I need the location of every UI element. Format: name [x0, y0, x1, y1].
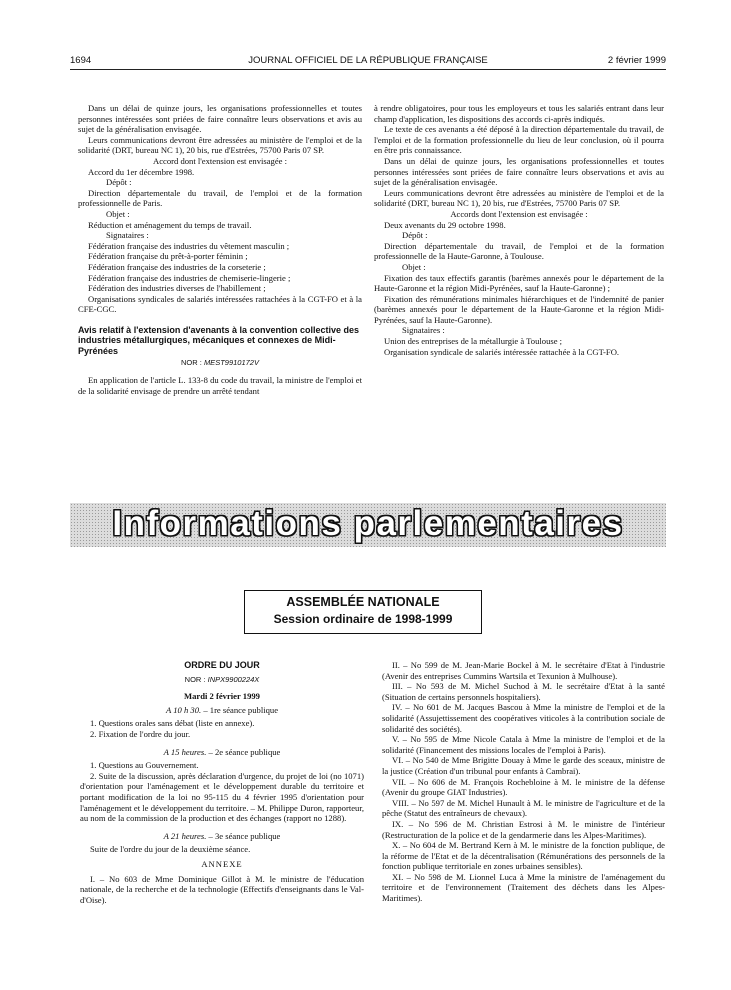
assembly-box — [244, 590, 482, 634]
paragraph: Leurs communications devront être adressées au ministère de l'emploi et de la solidarité (DRT, bureau NC 1), 20 bis, rue d'Estrées, 75700 Paris 07 SP. — [374, 187, 664, 209]
agenda-item: 1. Questions au Gouvernement. — [90, 760, 199, 771]
question-item: XI. – No 598 de M. Lionnel Luca à Mme la ministre de l'aménagement du territoire et de l'environnement (Traitement des déchets dans les Alpes-Maritimes). — [382, 871, 665, 904]
annexe-heading: ANNEXE — [201, 858, 243, 869]
nor-prefix: NOR : — [181, 358, 202, 368]
question-item: VII. – No 606 de M. François Rochebloine à M. le ministre de la défense (Avenir du groupe GIAT Industries). — [382, 776, 665, 798]
objet-label: Objet : — [402, 261, 426, 272]
agenda-item: 2. Fixation de l'ordre du jour. — [90, 728, 191, 739]
question-item: IV. – No 601 de M. Jacques Bascou à Mme la ministre de l'emploi et de la solidarité (Assujettissement des coopératives viticoles à la contribution sociale de solidarité des sociétés). — [382, 702, 665, 734]
session-time: A 10 h 30. — [165, 704, 202, 715]
objet-item: Fixation des rémunérations minimales hiérarchiques et de l'indemnité de panier (barèmes annexés pour le département de la Haute-Garonne et la région Midi-Pyrénées, sauf la Haute-Garonne). — [374, 293, 664, 325]
nor-code: INPX9900224X — [207, 674, 260, 684]
top-left-column — [78, 103, 362, 396]
page-number: 1694 — [70, 55, 92, 66]
question-item: II. – No 599 de M. Jean-Marie Bockel à M. le secrétaire d'Etat à l'industrie (Avenir des entreprises Cummins Wartsila et Texunion à Mulhouse). — [382, 660, 665, 681]
question-item: III. – No 593 de M. Michel Suchod à M. le secrétaire d'Etat à la santé (Situation de certains personnels hospitaliers). — [382, 681, 665, 702]
running-header — [70, 55, 666, 69]
accord-label: Accord dont l'extension est envisagée : — [153, 155, 287, 166]
question-item: V. – No 595 de Mme Nicole Catala à Mme la ministre de l'emploi et de la solidarité (Financement des missions locales de l'emploi à Paris). — [382, 734, 665, 755]
agenda-date: Mardi 2 février 1999 — [184, 691, 260, 702]
session-title: Session ordinaire de 1998-1999 — [273, 612, 453, 626]
depot-value: Direction départementale du travail, de l'emploi et de la formation professionnelle de la Haute-Garonne, à Toulouse. — [374, 240, 664, 262]
issue-date: 2 février 1999 — [607, 55, 666, 66]
signataire-item: Organisation syndicale de salariés intéressée rattachée à la CGT-FO. — [384, 346, 620, 357]
bottom-right-column — [382, 660, 665, 904]
journal-title: JOURNAL OFFICIEL DE LA RÉPUBLIQUE FRANÇAISE — [248, 55, 488, 66]
paragraph: Dans un délai de quinze jours, les organisations professionnelles et toutes personnes intéressées sont priées de faire connaître leurs observations et avis au sujet de la généralisation envisagée. — [374, 155, 664, 188]
paragraph: Le texte de ces avenants a été déposé à la direction départementale du travail, de l'emploi et de la formation professionnelle du lieu de leur conclusion, où il pourra en être pris connaissance. — [374, 124, 664, 156]
question-item: IX. – No 596 de M. Christian Estrosi à M. le ministre de l'intérieur (Restructuration de la police et de la gendarmerie dans les Alpes-Maritimes). — [382, 818, 665, 840]
signataire-item: Fédération française du prêt-à-porter féminin ; — [88, 251, 248, 262]
session-label: – 3e séance publique — [206, 830, 281, 841]
objet-item: Fixation des taux effectifs garantis (barèmes annexés pour le département de la Haute-Garonne et la région Midi-Pyrénées, sauf la Haute-Garonne) ; — [374, 272, 664, 294]
nor-prefix: NOR : — [184, 674, 206, 684]
accord-value: Accord du 1er décembre 1998. — [88, 166, 195, 177]
assembly-name: ASSEMBLÉE NATIONALE — [286, 595, 440, 609]
signataire-item: Organisations syndicales de salariés intéressées rattachées à la CGT-FO et à la CFE-CGC. — [78, 293, 362, 315]
agenda-item: 1. Questions orales sans débat (liste en annexe). — [90, 718, 255, 729]
session-2-heading — [80, 747, 364, 758]
question-item: X. – No 604 de M. Bertrand Kern à M. le ministre de la fonction publique, de la réforme de l'Etat et de la décentralisation (Rémunérations des personnels de la fonction publique territoriale en zones urbaines sensibles). — [382, 840, 665, 872]
session-time: A 15 heures. — [163, 746, 207, 757]
objet-value: Réduction et aménagement du temps de travail. — [88, 219, 252, 230]
agenda-heading: ORDRE DU JOUR — [184, 660, 260, 670]
session-1-heading — [80, 705, 364, 716]
accords-label: Accords dont l'extension est envisagée : — [450, 208, 588, 219]
signataire-item: Union des entreprises de la métallurgie à Toulouse ; — [384, 336, 563, 347]
signataire-item: Fédération des industries diverses de l'habillement ; — [88, 283, 266, 294]
objet-label: Objet : — [106, 208, 130, 219]
nor-line — [78, 358, 362, 369]
banner-title: Informations parlementaires — [112, 504, 624, 543]
question-item: VI. – No 540 de Mme Brigitte Douay à Mme le garde des sceaux, ministre de la justice (Création d'un tribunal pour enfants à Cambrai). — [382, 755, 665, 776]
signataires-label: Signataires : — [402, 325, 445, 336]
nor-code: MESТ9910172V — [203, 358, 259, 368]
session-time: A 21 heures. — [163, 830, 207, 841]
session-3-heading — [80, 831, 364, 842]
bottom-left-column — [80, 660, 364, 905]
signataires-label: Signataires : — [106, 230, 149, 241]
depot-label: Dépôt : — [402, 230, 428, 241]
depot-value: Direction départementale du travail, de l'emploi et de la formation professionnelle de Paris. — [78, 187, 362, 209]
top-right-column — [374, 103, 664, 357]
paragraph: à rendre obligatoires, pour tous les employeurs et tous les salariés entrant dans leur champ d'application, les dispositions des accords ci-après indiqués. — [374, 103, 664, 124]
agenda-item: Suite de l'ordre du jour de la deuxième séance. — [90, 844, 251, 855]
signataire-item: Fédération française des industries de la corseterie ; — [88, 261, 266, 272]
accords-value: Deux avenants du 29 octobre 1998. — [384, 219, 506, 230]
depot-label: Dépôt : — [106, 177, 132, 188]
paragraph: Dans un délai de quinze jours, les organisations professionnelles et toutes personnes intéressées sont priées de faire connaître leurs observations et avis au sujet de la généralisation envisagée. — [78, 103, 362, 135]
session-label: – 2e séance publique — [206, 746, 281, 757]
avis-title: Avis relatif à l'extension d'avenants à la convention collective des industries métallurgiques, mécaniques et connexes de Midi-Pyrénées — [78, 324, 360, 356]
paragraph: En application de l'article L. 133-8 du code du travail, la ministre de l'emploi et de la solidarité envisage de prendre un arrêté tendant — [78, 374, 362, 396]
question-item: VIII. – No 597 de M. Michel Hunault à M. le ministre de l'agriculture et de la pêche (Statut des entraîneurs de chevaux). — [382, 797, 665, 819]
signataire-item: Fédération française des industries de chemiserie-lingerie ; — [88, 272, 291, 283]
signataire-item: Fédération française des industries du vêtement masculin ; — [88, 240, 290, 251]
header-rule — [70, 69, 666, 70]
session-label: – 1re séance publique — [201, 704, 279, 715]
agenda-item: 2. Suite de la discussion, après déclaration d'urgence, du projet de loi (no 1071) d'orientation pour l'aménagement et le développement durable du territoire et portant modification de la loi no 95-115 du 4 février 1995 d'orientation pour l'aménagement et le développement du territoire. – M. Philippe Duron, rapporteur, au nom de la commission de la production et des échanges (rapport no 1288). — [80, 770, 364, 824]
section-banner — [70, 503, 666, 547]
paragraph: Leurs communications devront être adressées au ministère de l'emploi et de la solidarité (DRT, bureau NC 1), 20 bis, rue d'Estrées, 75700 Paris 07 SP. — [78, 134, 362, 156]
nor-line — [80, 675, 364, 686]
question-item: I. – No 603 de Mme Dominique Gillot à M. le ministre de l'éducation nationale, de la recherche et de la technologie (Effectifs d'enseignants dans le Val-d'Oise). — [80, 873, 364, 905]
